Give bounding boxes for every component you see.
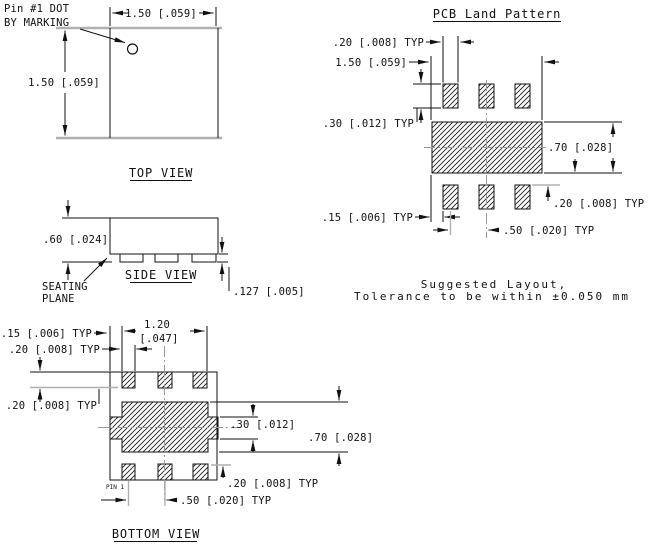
side-view-lead bbox=[192, 254, 216, 262]
layout-note-line2: Tolerance to be within ±0.050 mm bbox=[354, 290, 630, 303]
side-view-lead bbox=[155, 254, 178, 262]
bottom-view bbox=[1, 319, 374, 542]
top-view-width-dim: 1.50 [.059] bbox=[125, 8, 197, 20]
bottom-gap-dim: .20 [.008] TYP bbox=[227, 478, 319, 490]
side-view-body bbox=[110, 218, 218, 254]
side-view-height-dim: .60 [.024] bbox=[43, 234, 109, 246]
land-pad bbox=[515, 185, 530, 209]
bottom-pad bbox=[193, 372, 207, 388]
pin1-dot bbox=[128, 44, 138, 54]
land-pad bbox=[443, 185, 458, 209]
land-pitch-dim: .50 [.020] TYP bbox=[503, 225, 595, 237]
land-pad bbox=[443, 84, 458, 108]
bottom-band-height-dim: .30 [.012] bbox=[230, 419, 296, 431]
land-center-width-dim: 1.50 [.059] bbox=[335, 57, 407, 69]
bottom-edge-offset-dim: .15 [.006] TYP bbox=[0, 328, 92, 340]
bottom-view-title: BOTTOM VIEW bbox=[111, 527, 201, 541]
top-view-title: TOP VIEW bbox=[128, 166, 194, 180]
bottom-span-dim-inch: [.047] bbox=[139, 333, 179, 345]
land-pad-width-dim: .20 [.008] TYP bbox=[332, 37, 424, 49]
bottom-pad bbox=[122, 372, 135, 388]
pin1-callout-line2: BY MARKING bbox=[4, 17, 70, 29]
seating-plane-label-line2: PLANE bbox=[42, 293, 75, 305]
bottom-pad-width-dim: .20 [.008] TYP bbox=[8, 344, 100, 356]
seating-plane-label-line1: SEATING bbox=[42, 281, 88, 293]
top-view-dimensions bbox=[65, 7, 216, 136]
top-view bbox=[4, 3, 222, 181]
bottom-center-height-dim: .70 [.028] bbox=[308, 432, 374, 444]
land-edge-offset-dim: .15 [.006] TYP bbox=[321, 212, 413, 224]
side-view-lead bbox=[120, 254, 143, 262]
layout-note-line1: Suggested Layout, bbox=[420, 278, 568, 291]
land-gap-dim: .20 [.008] TYP bbox=[553, 198, 645, 210]
side-view-lead-dim: .127 [.005] bbox=[233, 286, 305, 298]
bottom-pitch-dim: .50 [.020] TYP bbox=[180, 495, 272, 507]
bottom-span-dim: 1.20 bbox=[143, 319, 171, 331]
pcb-land-pattern bbox=[322, 7, 645, 303]
side-view-title: SIDE VIEW bbox=[124, 268, 198, 282]
bottom-pad-length-dim: .20 [.008] TYP bbox=[5, 400, 97, 412]
land-pad bbox=[515, 84, 530, 108]
top-view-height-dim: 1.50 [.059] bbox=[28, 77, 100, 89]
side-view bbox=[42, 200, 305, 305]
land-pattern-title: PCB Land Pattern bbox=[432, 7, 562, 21]
land-center-height-dim: .70 [.028] bbox=[548, 142, 614, 154]
bottom-pad bbox=[193, 464, 208, 480]
land-pad-height-dim: .30 [.012] TYP bbox=[322, 118, 414, 130]
pin1-label: PIN 1 bbox=[106, 484, 125, 491]
pin1-callout-line1: Pin #1 DOT bbox=[4, 3, 70, 15]
bottom-pad bbox=[122, 464, 135, 480]
